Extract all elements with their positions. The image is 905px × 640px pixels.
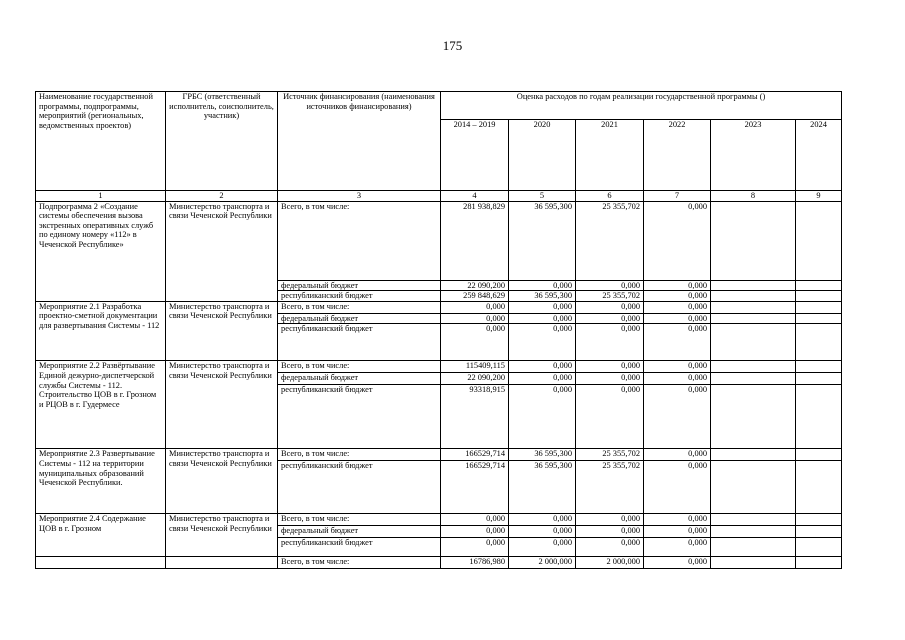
source-cell: Всего, в том числе: — [278, 201, 441, 280]
value-cell — [796, 373, 842, 385]
value-cell: 0,000 — [509, 385, 576, 449]
grbs-cell: Министерство транспорта и связи Чеченской Республики — [166, 449, 278, 514]
source-cell: федеральный бюджет — [278, 373, 441, 385]
value-cell — [796, 280, 842, 291]
value-cell — [711, 324, 796, 361]
value-cell: 0,000 — [644, 538, 711, 557]
grbs-cell: Министерство транспорта и связи Чеченской Республики — [166, 514, 278, 557]
value-cell: 0,000 — [576, 526, 644, 538]
source-cell: Всего, в том числе: — [278, 449, 441, 461]
table-row — [36, 301, 842, 313]
table-row — [36, 361, 842, 373]
source-cell: федеральный бюджет — [278, 313, 441, 324]
value-cell: 0,000 — [441, 514, 509, 526]
value-cell: 0,000 — [576, 324, 644, 361]
value-cell: 2 000,000 — [509, 557, 576, 569]
measure-name-cell: Мероприятие 2.3 Развертывание Системы - 112 на территории муниципальных образований Чеченской Республики. — [36, 449, 166, 514]
value-cell: 0,000 — [509, 280, 576, 291]
value-cell: 25 355,702 — [576, 291, 644, 302]
value-cell: 0,000 — [644, 461, 711, 514]
program-name-cell: Подпрограмма 2 «Создание системы обеспечения вызова экстренных оперативных служб по единому номеру «112» в Чеченской Республике» — [36, 201, 166, 301]
value-cell: 259 848,629 — [441, 291, 509, 302]
value-cell — [796, 301, 842, 313]
value-cell: 0,000 — [644, 373, 711, 385]
value-cell: 25 355,702 — [576, 449, 644, 461]
grbs-cell: Министерство транспорта и связи Чеченской Республики — [166, 301, 278, 361]
year-header: 2022 — [644, 120, 711, 191]
value-cell: 0,000 — [441, 538, 509, 557]
value-cell — [796, 201, 842, 280]
value-cell: 0,000 — [441, 324, 509, 361]
source-cell: республиканский бюджет — [278, 461, 441, 514]
value-cell: 0,000 — [576, 373, 644, 385]
value-cell: 166529,714 — [441, 449, 509, 461]
value-cell: 36 595,300 — [509, 201, 576, 280]
year-header: 2024 — [796, 120, 842, 191]
value-cell: 0,000 — [509, 301, 576, 313]
value-cell — [711, 301, 796, 313]
value-cell — [796, 538, 842, 557]
value-cell: 0,000 — [441, 526, 509, 538]
column-index-row — [36, 191, 842, 202]
column-index: 9 — [796, 191, 842, 202]
measure-name-cell: Мероприятие 2.2 Развёртывание Единой дежурно-диспетчерской службы Системы - 112. Строительство ЦОВ в г. Грозном и РЦОВ в г. Гудермесе — [36, 361, 166, 449]
value-cell: 36 595,300 — [509, 291, 576, 302]
source-cell: Всего, в том числе: — [278, 301, 441, 313]
value-cell: 25 355,702 — [576, 201, 644, 280]
value-cell — [796, 385, 842, 449]
source-cell: федеральный бюджет — [278, 280, 441, 291]
measure-name-cell — [36, 557, 166, 569]
value-cell: 36 595,300 — [509, 461, 576, 514]
source-cell: Всего, в том числе: — [278, 361, 441, 373]
header-name-cell: Наименование государственной программы, подпрограммы, мероприятий (региональных, ведомственных проектов) — [36, 92, 166, 191]
value-cell: 0,000 — [576, 385, 644, 449]
budget-table — [35, 91, 842, 569]
table-row — [36, 201, 842, 280]
source-cell: республиканский бюджет — [278, 538, 441, 557]
value-cell: 0,000 — [644, 291, 711, 302]
column-index: 3 — [278, 191, 441, 202]
value-cell: 22 090,200 — [441, 373, 509, 385]
source-cell: Всего, в том числе: — [278, 557, 441, 569]
source-cell: федеральный бюджет — [278, 526, 441, 538]
column-index: 8 — [711, 191, 796, 202]
value-cell — [711, 514, 796, 526]
value-cell: 166529,714 — [441, 461, 509, 514]
value-cell: 0,000 — [576, 280, 644, 291]
value-cell: 0,000 — [644, 201, 711, 280]
column-index: 1 — [36, 191, 166, 202]
value-cell — [796, 557, 842, 569]
page-number: 175 — [442, 38, 463, 53]
source-cell: Всего, в том числе: — [278, 514, 441, 526]
value-cell: 0,000 — [509, 514, 576, 526]
value-cell: 281 938,829 — [441, 201, 509, 280]
measure-name-cell: Мероприятие 2.1 Разработка проектно-сметной документации для развертывания Системы - 112 — [36, 301, 166, 361]
column-index: 4 — [441, 191, 509, 202]
year-header: 2021 — [576, 120, 644, 191]
year-header: 2020 — [509, 120, 576, 191]
value-cell: 0,000 — [576, 538, 644, 557]
value-cell — [711, 201, 796, 280]
value-cell: 0,000 — [644, 514, 711, 526]
year-header: 2014 – 2019 — [441, 120, 509, 191]
value-cell — [711, 373, 796, 385]
value-cell — [711, 538, 796, 557]
value-cell — [711, 526, 796, 538]
value-cell — [796, 361, 842, 373]
value-cell: 93318,915 — [441, 385, 509, 449]
value-cell: 0,000 — [441, 313, 509, 324]
value-cell: 0,000 — [509, 538, 576, 557]
year-header: 2023 — [711, 120, 796, 191]
value-cell: 0,000 — [644, 385, 711, 449]
header-row — [36, 92, 842, 120]
source-cell: республиканский бюджет — [278, 291, 441, 302]
grbs-cell: Министерство транспорта и связи Чеченской Республики — [166, 361, 278, 449]
value-cell — [796, 324, 842, 361]
value-cell: 0,000 — [644, 557, 711, 569]
value-cell: 0,000 — [509, 361, 576, 373]
value-cell: 0,000 — [644, 526, 711, 538]
value-cell — [711, 291, 796, 302]
source-cell: республиканский бюджет — [278, 324, 441, 361]
source-cell: республиканский бюджет — [278, 385, 441, 449]
value-cell: 0,000 — [509, 526, 576, 538]
value-cell: 25 355,702 — [576, 461, 644, 514]
value-cell — [796, 449, 842, 461]
value-cell: 0,000 — [576, 313, 644, 324]
value-cell — [711, 313, 796, 324]
value-cell: 0,000 — [509, 373, 576, 385]
value-cell: 0,000 — [576, 514, 644, 526]
value-cell: 0,000 — [644, 449, 711, 461]
value-cell: 0,000 — [441, 301, 509, 313]
value-cell: 0,000 — [644, 313, 711, 324]
value-cell: 0,000 — [576, 361, 644, 373]
value-cell: 115409,115 — [441, 361, 509, 373]
value-cell: 0,000 — [509, 324, 576, 361]
value-cell: 0,000 — [644, 301, 711, 313]
value-cell: 0,000 — [576, 301, 644, 313]
grbs-cell — [166, 557, 278, 569]
column-index: 7 — [644, 191, 711, 202]
value-cell: 36 595,300 — [509, 449, 576, 461]
value-cell — [711, 557, 796, 569]
column-index: 2 — [166, 191, 278, 202]
value-cell — [711, 361, 796, 373]
value-cell — [796, 313, 842, 324]
value-cell — [796, 461, 842, 514]
value-cell — [796, 514, 842, 526]
table-row — [36, 514, 842, 526]
grbs-cell: Министерство транспорта и связи Чеченской Республики — [166, 201, 278, 301]
value-cell — [711, 280, 796, 291]
table-row — [36, 449, 842, 461]
column-index: 5 — [509, 191, 576, 202]
value-cell: 2 000,000 — [576, 557, 644, 569]
value-cell — [796, 526, 842, 538]
header-source-cell: Источник финансирования (наименования источников финансирования) — [278, 92, 441, 191]
value-cell: 0,000 — [509, 313, 576, 324]
value-cell — [711, 385, 796, 449]
value-cell — [711, 461, 796, 514]
header-grbs-cell: ГРБС (ответственный исполнитель, соисполнитель, участник) — [166, 92, 278, 191]
value-cell: 16786,980 — [441, 557, 509, 569]
measure-name-cell: Мероприятие 2.4 Содержание ЦОВ в г. Грозном — [36, 514, 166, 557]
value-cell: 22 090,200 — [441, 280, 509, 291]
column-index: 6 — [576, 191, 644, 202]
value-cell — [796, 291, 842, 302]
value-cell: 0,000 — [644, 361, 711, 373]
table-row — [36, 557, 842, 569]
header-estimate-group: Оценка расходов по годам реализации государственной программы () — [441, 92, 842, 120]
value-cell: 0,000 — [644, 324, 711, 361]
value-cell: 0,000 — [644, 280, 711, 291]
value-cell — [711, 449, 796, 461]
